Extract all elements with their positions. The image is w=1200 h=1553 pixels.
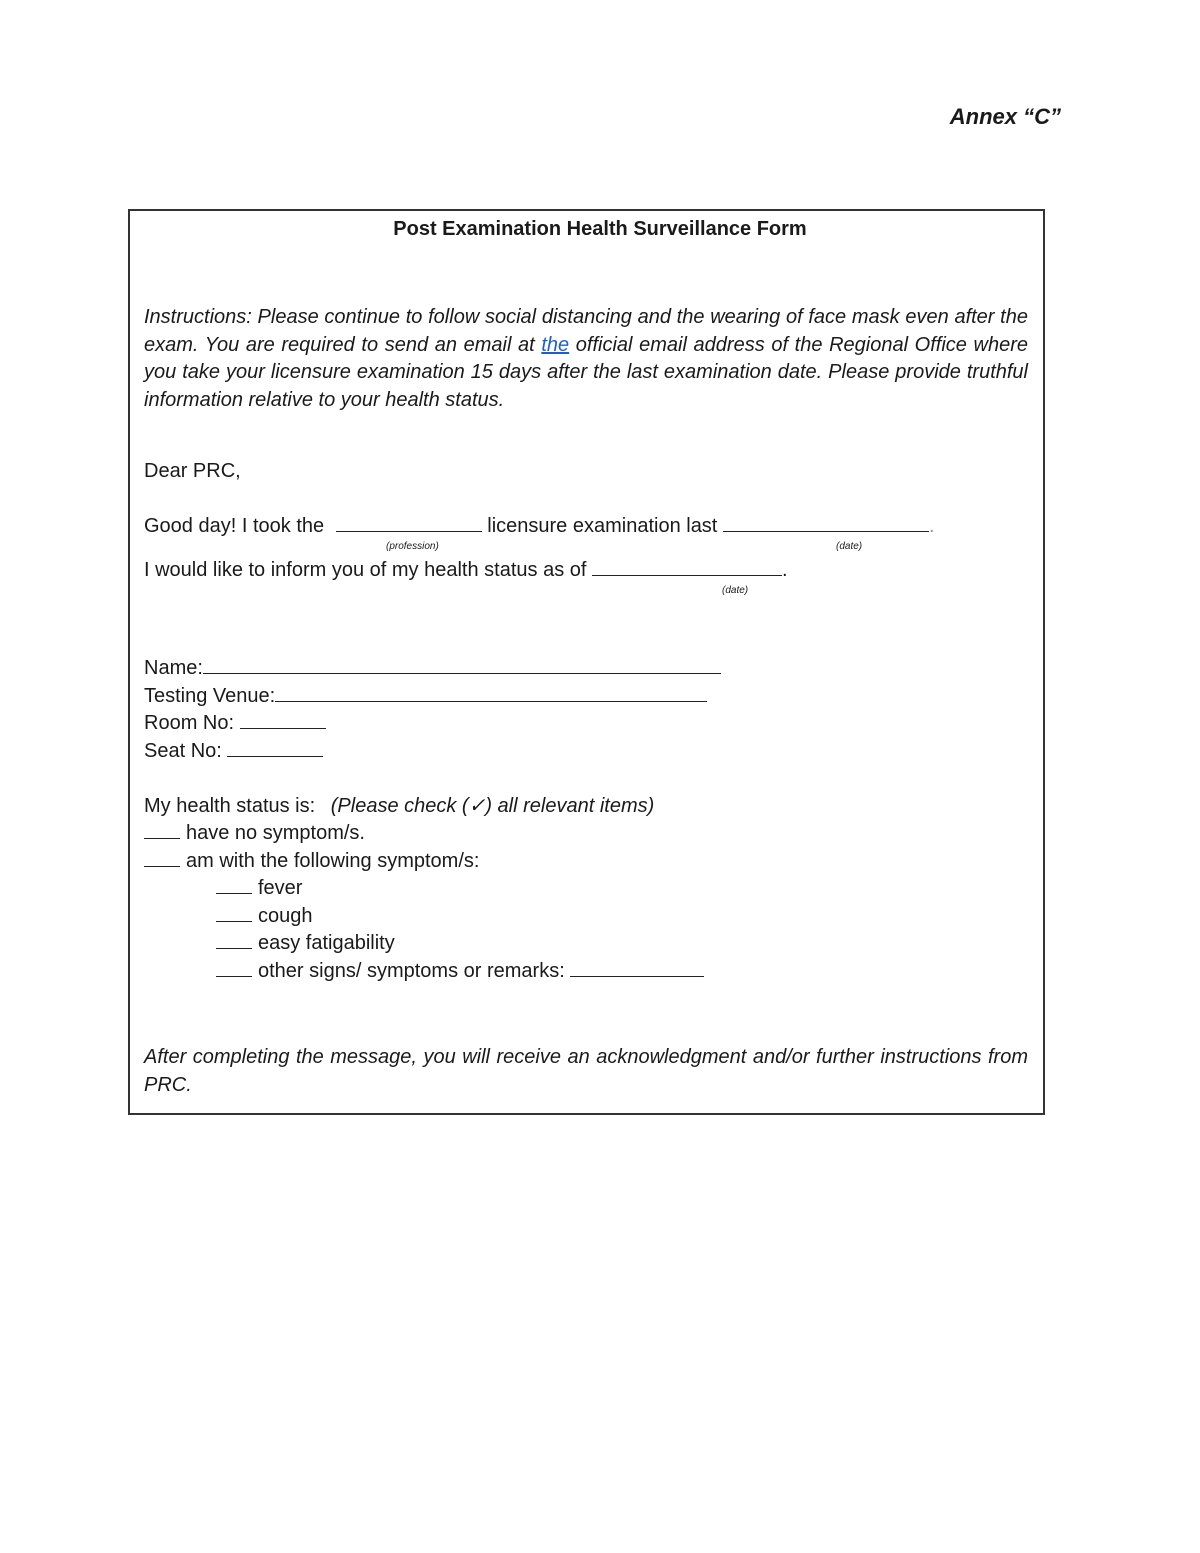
no-symptoms-check[interactable] [144, 820, 180, 839]
letter-line2-start: I would like to inform you of my health status as of [144, 559, 587, 581]
fatigability-check[interactable] [216, 930, 252, 949]
letter-line2-end: . [782, 559, 788, 581]
letter-line-2 [144, 557, 788, 584]
greeting: Dear PRC, [144, 460, 241, 482]
health-status-row [144, 793, 654, 820]
symptom-row [216, 930, 395, 957]
other-check[interactable] [216, 958, 252, 977]
symptom-row [216, 903, 313, 930]
venue-blank[interactable] [275, 683, 707, 702]
closing-paragraph: After completing the message, you will receive an acknowledgment and/or further instructions from PRC. [144, 1046, 1028, 1096]
letter-line1-middle: licensure examination last [487, 515, 718, 537]
room-blank[interactable] [240, 710, 326, 729]
seat-blank[interactable] [227, 738, 323, 757]
status-date-blank[interactable] [592, 557, 782, 576]
symptom-cough: cough [258, 905, 313, 927]
symptom-row [216, 958, 704, 985]
fever-check[interactable] [216, 875, 252, 894]
date-caption-2: (date) [722, 585, 749, 596]
name-blank[interactable] [203, 655, 721, 674]
instructions-link[interactable]: the [541, 333, 570, 356]
profession-blank[interactable] [336, 513, 482, 532]
name-label: Name: [144, 657, 203, 679]
letter-line-1 [144, 513, 935, 540]
symptom-row [216, 875, 302, 902]
with-symptoms-label: am with the following symptom/s: [186, 850, 480, 872]
annex-label: Annex “C” [949, 104, 1061, 129]
no-symptoms-label: have no symptom/s. [186, 822, 365, 844]
no-symptoms-row [144, 820, 365, 847]
instructions-text-2: official email address of the Regional Office where you take your licensure examination 15 days after the last examination date. Please provide truthful information relative to your health status. [144, 333, 1028, 411]
letter-line1-end: . [928, 515, 935, 537]
instructions-paragraph [144, 304, 1028, 414]
symptom-other: other signs/ symptoms or remarks: [258, 960, 565, 982]
room-row [144, 710, 326, 737]
date-caption: (date) [836, 541, 863, 552]
name-row [144, 655, 721, 682]
cough-check[interactable] [216, 903, 252, 922]
health-label: My health status is: [144, 795, 316, 817]
venue-label: Testing Venue: [144, 685, 276, 707]
letter-line1-start: Good day! I took the [144, 515, 325, 537]
instructions-text-1: Instructions: Please continue to follow social distancing and the wearing of face mask even after the exam. You are required to send an email at [144, 306, 1028, 356]
form-title: Post Examination Health Surveillance Form [393, 218, 807, 240]
seat-row [144, 738, 323, 765]
with-symptoms-check[interactable] [144, 848, 180, 867]
room-label: Room No: [144, 712, 235, 734]
with-symptoms-row [144, 848, 479, 875]
venue-row [144, 683, 707, 710]
remarks-blank[interactable] [570, 958, 704, 977]
health-note: (Please check (✓) all relevant items) [330, 795, 655, 817]
seat-label: Seat No: [144, 740, 222, 762]
symptom-fever: fever [258, 877, 303, 899]
exam-date-blank[interactable] [723, 513, 929, 532]
profession-caption: (profession) [386, 541, 439, 552]
symptom-fatigability: easy fatigability [258, 932, 395, 954]
